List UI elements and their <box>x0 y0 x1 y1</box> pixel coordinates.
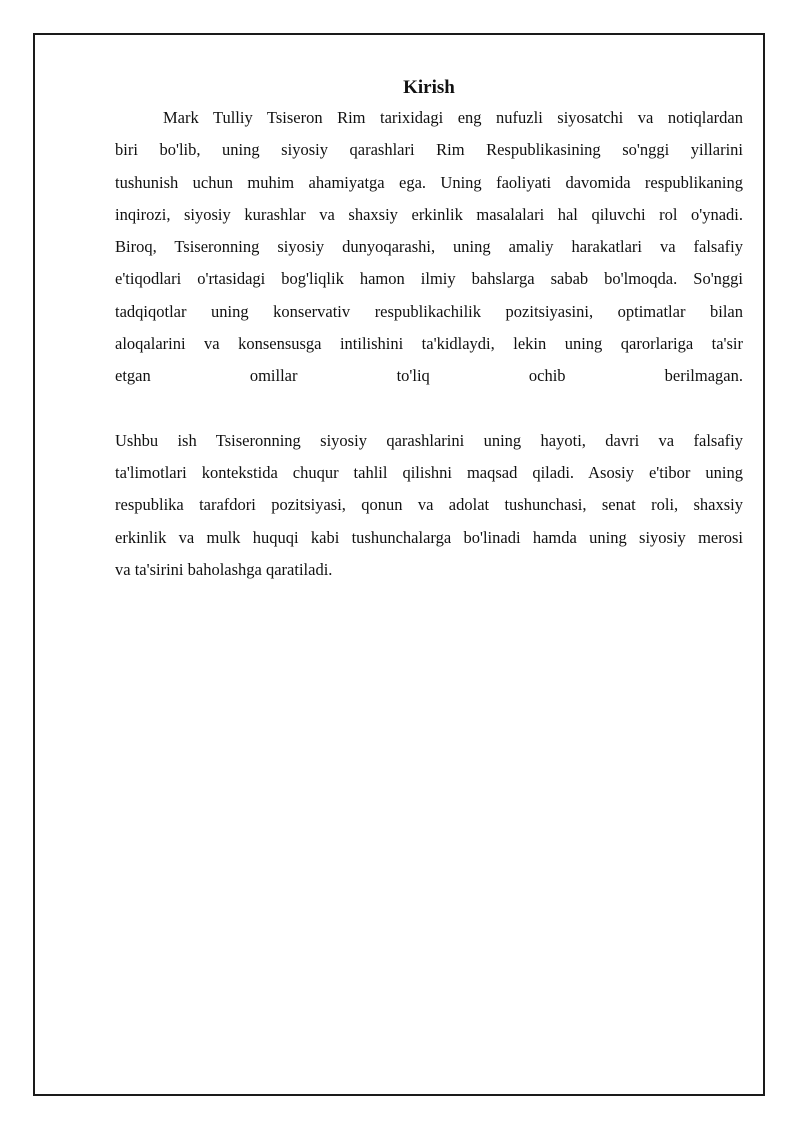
page-title: Kirish <box>403 77 455 98</box>
paragraph-line: Ushbu ish Tsiseronning siyosiy qarashlarini uning hayoti, davri va falsafiy <box>115 430 743 450</box>
paragraph-aim <box>115 425 743 586</box>
paragraph-line: ta'limotlari kontekstida chuqur tahlil qilishni maqsad qiladi. Asosiy e'tibor uning <box>115 462 743 482</box>
paragraph-line: Mark Tulliy Tsiseron Rim tarixidagi eng nufuzli siyosatchi va notiqlardan <box>163 108 743 127</box>
paragraph-line: tushunish uchun muhim ahamiyatga ega. Uning faoliyati davomida respublikaning <box>115 172 743 192</box>
paragraph-line: va ta'sirini baholashga qaratiladi. <box>115 559 333 579</box>
paragraph-line: erkinlik va mulk huquqi kabi tushunchalarga bo'linadi hamda uning siyosiy merosi <box>115 527 743 547</box>
paragraph-introduction <box>115 102 743 393</box>
paragraph-line: aloqalarini va konsensusga intilishini ta'kidlaydi, lekin uning qarorlariga ta'sir <box>115 334 743 354</box>
paragraph-line: etgan omillar to'liq ochib berilmagan. <box>115 366 743 386</box>
paragraph-line: e'tiqodlari o'rtasidagi bog'liqlik hamon ilmiy bahslarga sabab bo'lmoqda. So'nggi <box>115 269 743 289</box>
paragraph-spacer <box>115 393 743 425</box>
paragraph-line: tadqiqotlar uning konservativ respublikachilik pozitsiyasini, optimatlar bilan <box>115 301 743 321</box>
paragraph-line: Biroq, Tsiseronning siyosiy dunyoqarashi, uning amaliy harakatlari va falsafiy <box>115 237 743 257</box>
paragraph-line: biri bo'lib, uning siyosiy qarashlari Rim Respublikasining so'nggi yillarini <box>115 140 743 160</box>
paragraph-line: inqirozi, siyosiy kurashlar va shaxsiy erkinlik masalalari hal qiluvchi rol o'ynadi. <box>115 204 743 224</box>
paragraph-line: respublika tarafdori pozitsiyasi, qonun va adolat tushunchasi, senat roli, shaxsiy <box>115 495 743 515</box>
document-body <box>115 75 743 586</box>
